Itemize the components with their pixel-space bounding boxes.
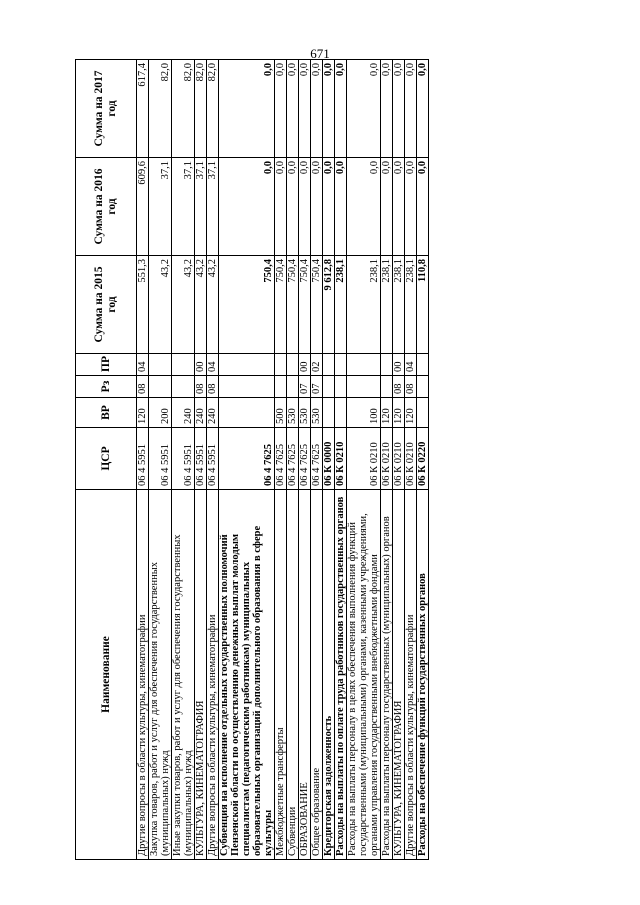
cell-csr: 06 4 5951 [149,428,172,490]
cell-rz: 07 [311,376,323,398]
cell-sum-2017: 0,0 [381,60,393,158]
cell-pr [172,354,195,376]
cell-vr: 530 [299,398,311,428]
cell-sum-2017: 0,0 [299,60,311,158]
cell-sum-2016: 37,1 [149,158,172,256]
cell-pr [287,354,299,376]
table-row [381,60,393,860]
cell-csr: 06 К 0210 [381,428,393,490]
cell-rz [219,376,275,398]
header-rz: Рз [76,376,137,398]
table-body [137,60,429,860]
cell-rz: 08 [405,376,417,398]
cell-csr: 06 К 0210 [405,428,417,490]
cell-rz [381,376,393,398]
cell-sum-2017: 0,0 [405,60,417,158]
cell-name: Субвенции [287,490,299,860]
header-csr: ЦСР [76,428,137,490]
cell-vr: 530 [287,398,299,428]
cell-csr: 06 4 5951 [172,428,195,490]
header-vr: ВР [76,398,137,428]
cell-vr [417,398,429,428]
cell-name: Закупка товаров, работ и услуг для обеспечения государственных (муниципальных) нужд [149,490,172,860]
cell-rz [347,376,381,398]
cell-csr: 06 К 0210 [347,428,381,490]
cell-sum-2016: 0,0 [311,158,323,256]
table-row [219,60,275,860]
cell-sum-2015: 750,4 [219,256,275,354]
cell-sum-2017: 0,0 [323,60,335,158]
cell-name: Расходы на выплаты по оплате труда работников государственных органов [335,490,347,860]
cell-sum-2015: 43,2 [207,256,219,354]
cell-sum-2017: 82,0 [207,60,219,158]
cell-sum-2016: 37,1 [195,158,207,256]
cell-rz: 07 [299,376,311,398]
cell-sum-2016: 0,0 [323,158,335,256]
cell-csr: 06 4 7625 [299,428,311,490]
cell-sum-2015: 750,4 [275,256,287,354]
cell-pr: 04 [405,354,417,376]
cell-pr [275,354,287,376]
cell-sum-2015: 110,8 [417,256,429,354]
cell-sum-2015: 750,4 [299,256,311,354]
cell-sum-2016: 0,0 [393,158,405,256]
cell-rz [335,376,347,398]
cell-name: Другие вопросы в области культуры, кинематографии [207,490,219,860]
cell-pr [417,354,429,376]
cell-rz: 08 [195,376,207,398]
cell-csr: 06 4 7625 [287,428,299,490]
cell-sum-2017: 0,0 [311,60,323,158]
cell-vr: 200 [149,398,172,428]
table-row [323,60,335,860]
table-row [172,60,195,860]
cell-sum-2016: 0,0 [405,158,417,256]
cell-rz [417,376,429,398]
cell-vr [219,398,275,428]
cell-pr: 04 [137,354,149,376]
cell-rz: 08 [207,376,219,398]
cell-name: КУЛЬТУРА, КИНЕМАТОГРАФИЯ [195,490,207,860]
cell-sum-2015: 9 612,8 [323,256,335,354]
cell-sum-2017: 0,0 [417,60,429,158]
cell-rz [287,376,299,398]
cell-pr: 02 [311,354,323,376]
cell-sum-2017: 0,0 [347,60,381,158]
cell-vr: 240 [195,398,207,428]
cell-csr: 06 4 5951 [207,428,219,490]
table-row [275,60,287,860]
cell-csr: 06 4 7625 [275,428,287,490]
cell-sum-2016: 0,0 [219,158,275,256]
cell-sum-2016: 0,0 [299,158,311,256]
cell-pr [381,354,393,376]
cell-vr: 500 [275,398,287,428]
cell-rz [323,376,335,398]
cell-pr [335,354,347,376]
cell-rz: 08 [137,376,149,398]
cell-name: Другие вопросы в области культуры, кинематографии [405,490,417,860]
cell-sum-2017: 0,0 [275,60,287,158]
table-row [137,60,149,860]
table-row [347,60,381,860]
cell-sum-2017: 0,0 [287,60,299,158]
cell-pr [219,354,275,376]
table-row [287,60,299,860]
cell-pr [149,354,172,376]
cell-sum-2015: 238,1 [335,256,347,354]
cell-sum-2017: 82,0 [172,60,195,158]
cell-sum-2015: 43,2 [149,256,172,354]
cell-sum-2016: 37,1 [172,158,195,256]
table-row [335,60,347,860]
cell-rz [149,376,172,398]
cell-sum-2017: 617,4 [137,60,149,158]
header-sum-2017: Сумма на 2017 год [76,60,137,158]
cell-pr [323,354,335,376]
cell-pr: 00 [393,354,405,376]
cell-sum-2015: 238,1 [381,256,393,354]
cell-name: Расходы на выплаты персоналу государственных (муниципальных) органов [381,490,393,860]
cell-sum-2016: 0,0 [335,158,347,256]
cell-name: КУЛЬТУРА, КИНЕМАТОГРАФИЯ [393,490,405,860]
cell-name: Расходы на обеспечение функций государственных органов [417,490,429,860]
table-row [299,60,311,860]
cell-pr: 04 [207,354,219,376]
table-row [417,60,429,860]
cell-sum-2016: 37,1 [207,158,219,256]
cell-pr: 00 [299,354,311,376]
cell-name: Кредиторская задолженность [323,490,335,860]
cell-sum-2016: 609,6 [137,158,149,256]
cell-vr: 120 [405,398,417,428]
cell-vr [335,398,347,428]
header-pr: ПР [76,354,137,376]
table-header-row [76,60,137,860]
cell-sum-2015: 43,2 [172,256,195,354]
cell-name: ОБРАЗОВАНИЕ [299,490,311,860]
header-sum-2015: Сумма на 2015 год [76,256,137,354]
cell-name: Иные закупки товаров, работ и услуг для обеспечения государственных (муниципальных) нужд [172,490,195,860]
cell-csr: 06 4 7625 [219,428,275,490]
cell-csr: 06 4 5951 [195,428,207,490]
cell-vr: 120 [381,398,393,428]
cell-sum-2017: 0,0 [219,60,275,158]
cell-sum-2016: 0,0 [381,158,393,256]
cell-vr: 240 [172,398,195,428]
cell-sum-2015: 750,4 [287,256,299,354]
cell-vr: 100 [347,398,381,428]
cell-vr [323,398,335,428]
budget-table-container [75,60,565,860]
cell-csr: 06 К 0210 [393,428,405,490]
page-number: 671 [310,46,330,61]
cell-sum-2017: 82,0 [195,60,207,158]
cell-sum-2016: 0,0 [417,158,429,256]
cell-pr [347,354,381,376]
table-row [311,60,323,860]
cell-vr: 240 [207,398,219,428]
cell-pr: 00 [195,354,207,376]
cell-rz [275,376,287,398]
cell-sum-2017: 0,0 [335,60,347,158]
cell-csr: 06 К 0220 [417,428,429,490]
cell-sum-2015: 238,1 [405,256,417,354]
table-row [149,60,172,860]
table-row [207,60,219,860]
table-row [195,60,207,860]
budget-table [75,59,429,860]
cell-csr: 06 К 0000 [323,428,335,490]
header-sum-2016: Сумма на 2016 год [76,158,137,256]
cell-vr: 530 [311,398,323,428]
cell-rz: 08 [393,376,405,398]
cell-sum-2015: 238,1 [393,256,405,354]
cell-name: Общее образование [311,490,323,860]
cell-name: Субвенция на исполнение отдельных государственных полномочий Пензенской области по осуществлению денежных выплат молодым специалистам (педагогическим работникам) муниципальных образовательных организаций дополнительного образования в сфере культуры [219,490,275,860]
cell-sum-2016: 0,0 [275,158,287,256]
cell-sum-2016: 0,0 [347,158,381,256]
cell-name: Межбюджетные трансферты [275,490,287,860]
table-row [393,60,405,860]
cell-name: Расходы на выплаты персоналу в целях обеспечения выполнения функций государственными (муниципальными) органами, казенными учреждениями, органами управления государственными внебюджетными фондами [347,490,381,860]
cell-vr: 120 [137,398,149,428]
header-name: Наименование [76,490,137,860]
cell-sum-2016: 0,0 [287,158,299,256]
table-row [405,60,417,860]
cell-sum-2015: 238,1 [347,256,381,354]
cell-csr: 06 4 7625 [311,428,323,490]
cell-name: Другие вопросы в области культуры, кинематографии [137,490,149,860]
cell-vr: 120 [393,398,405,428]
cell-rz [172,376,195,398]
cell-sum-2015: 43,2 [195,256,207,354]
cell-csr: 06 К 0210 [335,428,347,490]
cell-csr: 06 4 5951 [137,428,149,490]
cell-sum-2017: 82,0 [149,60,172,158]
cell-sum-2015: 750,4 [311,256,323,354]
cell-sum-2015: 551,3 [137,256,149,354]
cell-sum-2017: 0,0 [393,60,405,158]
